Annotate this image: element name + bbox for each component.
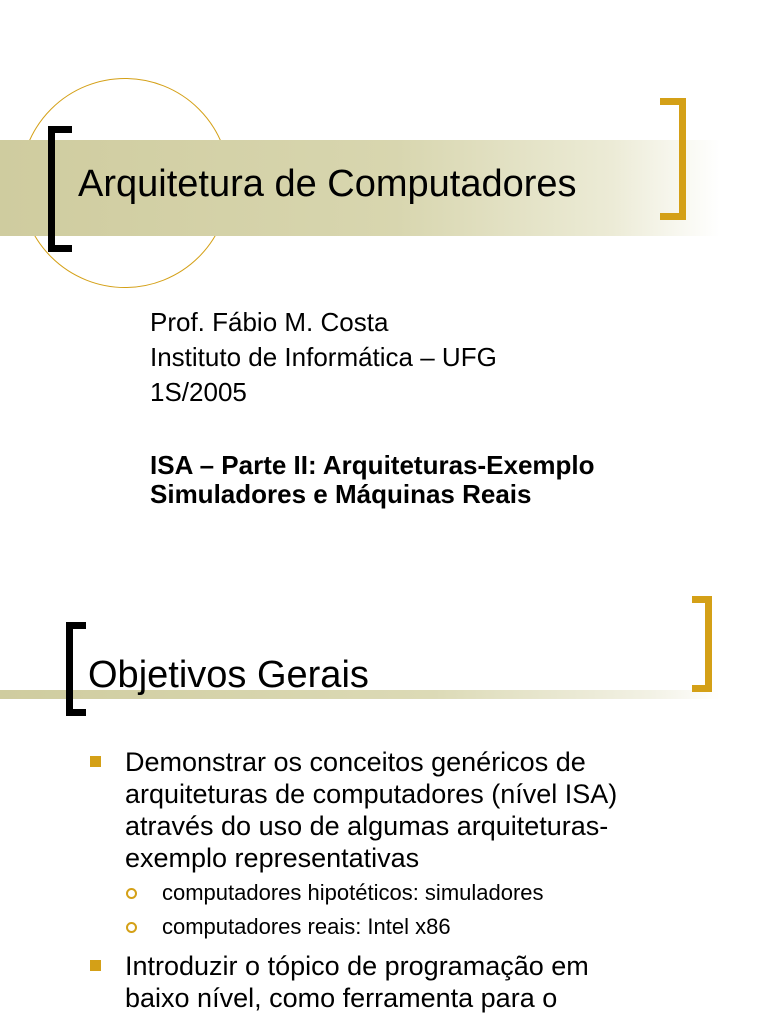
sub-list-item: [88, 910, 728, 944]
slide-subtitle: [150, 451, 595, 509]
bullet-text: Introduzir o tópico de programação em: [125, 951, 589, 981]
bullet-list: [88, 746, 728, 1014]
bullet-text: arquiteturas de computadores (nível ISA): [125, 779, 618, 809]
sub-list-item: [88, 876, 728, 910]
subtitle-line: Simuladores e Máquinas Reais: [150, 479, 532, 509]
left-bracket-icon: [66, 622, 86, 716]
objectives-slide: [0, 560, 768, 1024]
list-item: [88, 950, 728, 1014]
bullet-text: exemplo representativas: [125, 843, 420, 873]
right-bracket-icon: [692, 596, 712, 692]
bullet-text: através do uso de algumas arquiteturas-: [125, 811, 609, 841]
author-name: Prof. Fábio M. Costa: [150, 307, 389, 337]
semester: 1S/2005: [150, 377, 247, 407]
square-bullet-icon: [90, 756, 101, 767]
bullet-text: Demonstrar os conceitos genéricos de: [125, 747, 586, 777]
ring-bullet-icon: [126, 922, 137, 933]
list-item: [88, 746, 728, 874]
sub-bullet-text: computadores hipotéticos: simuladores: [162, 880, 544, 905]
author-info: [150, 305, 497, 410]
left-bracket-icon: [48, 126, 72, 252]
slide-title: Arquitetura de Computadores: [78, 163, 577, 205]
subtitle-line: ISA – Parte II: Arquiteturas-Exemplo: [150, 450, 595, 480]
ring-bullet-icon: [126, 888, 137, 899]
sub-bullet-text: computadores reais: Intel x86: [162, 914, 451, 939]
square-bullet-icon: [90, 960, 101, 971]
slide-title: Objetivos Gerais: [88, 654, 369, 696]
institution: Instituto de Informática – UFG: [150, 342, 497, 372]
right-bracket-icon: [660, 98, 686, 220]
bullet-text: baixo nível, como ferramenta para o: [125, 983, 558, 1013]
sub-bullet-list: [88, 876, 728, 944]
